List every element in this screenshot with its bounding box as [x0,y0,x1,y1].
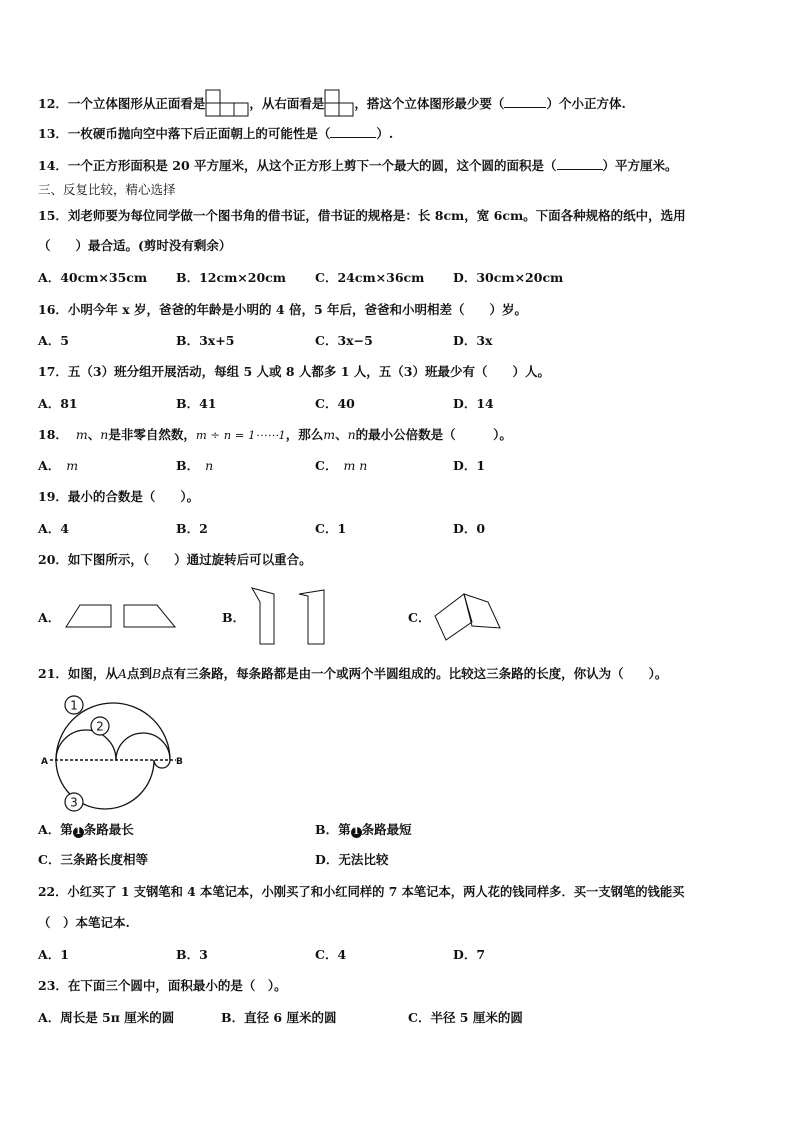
q18-sep: 、 [335,427,348,442]
option-d[interactable]: D．14 [453,396,494,411]
circle-label-1: 1 [70,698,78,713]
option-a[interactable]: A．周长是 5π 厘米的圆 [38,1010,175,1025]
option-c[interactable]: C．1 [315,521,347,536]
option-pre: A．第 [38,822,73,837]
option-a[interactable]: A．40cm×35cm [38,270,148,285]
right-view-figure [324,89,354,117]
option-c[interactable]: C．半径 5 厘米的圆 [408,1010,523,1025]
option-b[interactable] [176,458,213,474]
option-value: n [205,458,214,473]
option-label: A． [38,458,61,473]
answer-blank[interactable] [504,95,546,108]
option-b[interactable] [315,822,412,838]
option-c[interactable]: C． [408,610,431,625]
question-17: 17．五（3）班分组开展活动，每组 5 人或 8 人都多 1 人，五（3）班最少有（ ）人。 [38,364,550,379]
option-label: B． [176,458,200,473]
point-b: B [151,666,162,681]
circle-label-3: 3 [70,795,78,810]
var-n: n [347,427,356,442]
option-c[interactable]: C．三条路长度相等 [38,852,148,867]
question-14 [38,157,678,174]
var-n: n [100,427,109,442]
option-c[interactable]: C．3x−5 [315,333,373,348]
option-value: m n [343,458,368,473]
paths-figure [40,692,190,816]
q18-num: 18． [38,427,68,442]
q14-text-b: ）平方厘米。 [602,158,678,173]
option-a[interactable]: A．81 [38,396,78,411]
section-heading: 三、反复比较，精心选择 [38,182,176,197]
option-d[interactable]: D．30cm×20cm [453,270,564,285]
q18-text-2: ，那么 [285,427,324,442]
option-b[interactable]: B． [222,610,246,625]
option-a[interactable] [38,458,78,474]
question-16: 16．小明今年 x 岁，爸爸的年龄是小明的 4 倍，5 年后，爸爸和小明相差（ ）岁。 [38,302,528,317]
question-23: 23．在下面三个圆中，面积最小的是（ ）。 [38,978,287,993]
option-b-figure [244,586,334,648]
option-label: C． [315,458,338,473]
question-22-line1: 22．小红买了 1 支钢笔和 4 本笔记本，小刚买了和小红同样的 7 本笔记本，两人花的钱同样多．买一支钢笔的钱能买 [38,884,685,899]
option-a[interactable]: A．5 [38,333,69,348]
equation: m ÷ n = 1⋯⋯1 [195,428,286,442]
option-a[interactable]: A．1 [38,947,69,962]
label-a: A [41,757,48,767]
q18-sep: 、 [87,427,101,442]
option-d[interactable]: D．7 [453,947,486,962]
q12-text-c: ，搭这个立体图形最少要（ [354,96,505,111]
q12-text-d: ）个小正方体. [546,96,626,111]
option-c[interactable]: C．4 [315,947,347,962]
question-12 [38,89,626,117]
option-b[interactable]: B．41 [176,396,217,411]
q13-text-b: ）. [376,126,394,141]
option-c[interactable]: C．24cm×36cm [315,270,425,285]
q21-post: 点有三条路，每条路都是由一个或两个半圆组成的。比较这三条路的长度，你认为（ ）。 [161,666,668,681]
option-b[interactable]: B．12cm×20cm [176,270,287,285]
option-post: 条路最短 [361,822,412,837]
option-d[interactable]: D．无法比较 [315,852,389,867]
q21-mid: 点到 [126,666,152,681]
var-m: m [323,427,336,442]
q12-text-b: ，从右面看是 [249,96,325,111]
question-13 [38,125,393,142]
question-15-line1: 15．刘老师要为每位同学做一个图书角的借书证，借书证的规格是：长 8cm，宽 6cm。下面各种规格的纸中，选用 [38,208,686,223]
option-value: m [66,458,79,473]
circled-one: 1 [73,827,84,838]
label-b: B [176,757,183,767]
question-19: 19．最小的合数是（ ）。 [38,489,200,504]
circled-one: 1 [351,827,362,838]
var-m: m [75,427,88,442]
answer-blank[interactable] [557,157,603,170]
option-b[interactable]: B．直径 6 厘米的圆 [221,1010,337,1025]
q12-text-a: 12．一个立体图形从正面看是 [38,96,206,111]
option-a[interactable] [38,822,134,838]
option-a-figure [60,598,180,634]
option-d[interactable]: D．3x [453,333,493,348]
option-post: 条路最长 [83,822,134,837]
option-b[interactable]: B．2 [176,521,208,536]
answer-blank[interactable] [330,125,376,138]
q13-text-a: 13．一枚硬币抛向空中落下后正面朝上的可能性是（ [38,126,331,141]
q21-pre: 21．如图，从 [38,666,118,681]
option-b[interactable]: B．3x+5 [176,333,235,348]
q14-text-a: 14．一个正方形面积是 20 平方厘米，从这个正方形上剪下一个最大的圆，这个圆的面积是（ [38,158,557,173]
question-22-line2: （ ）本笔记本. [38,915,130,930]
circle-label-2: 2 [96,719,104,734]
question-20: 20．如下图所示，（ ）通过旋转后可以重合。 [38,552,312,567]
question-18 [38,427,512,443]
option-c[interactable] [315,458,367,474]
option-c[interactable]: C．40 [315,396,355,411]
q18-text-1: 是非零自然数， [108,427,196,442]
option-pre: B．第 [315,822,351,837]
option-b[interactable]: B．3 [176,947,208,962]
point-a: A [117,666,127,681]
option-c-figure [430,588,506,644]
option-d[interactable]: D．0 [453,521,486,536]
question-15-line2: （ ）最合适。(剪时没有剩余） [38,238,232,253]
option-d[interactable]: D．1 [453,458,486,473]
q18-text-3: 的最小公倍数是（ ）。 [355,427,512,442]
option-a[interactable]: A．4 [38,521,69,536]
question-21 [38,666,667,682]
option-a[interactable]: A． [38,610,61,625]
front-view-figure [205,89,249,117]
